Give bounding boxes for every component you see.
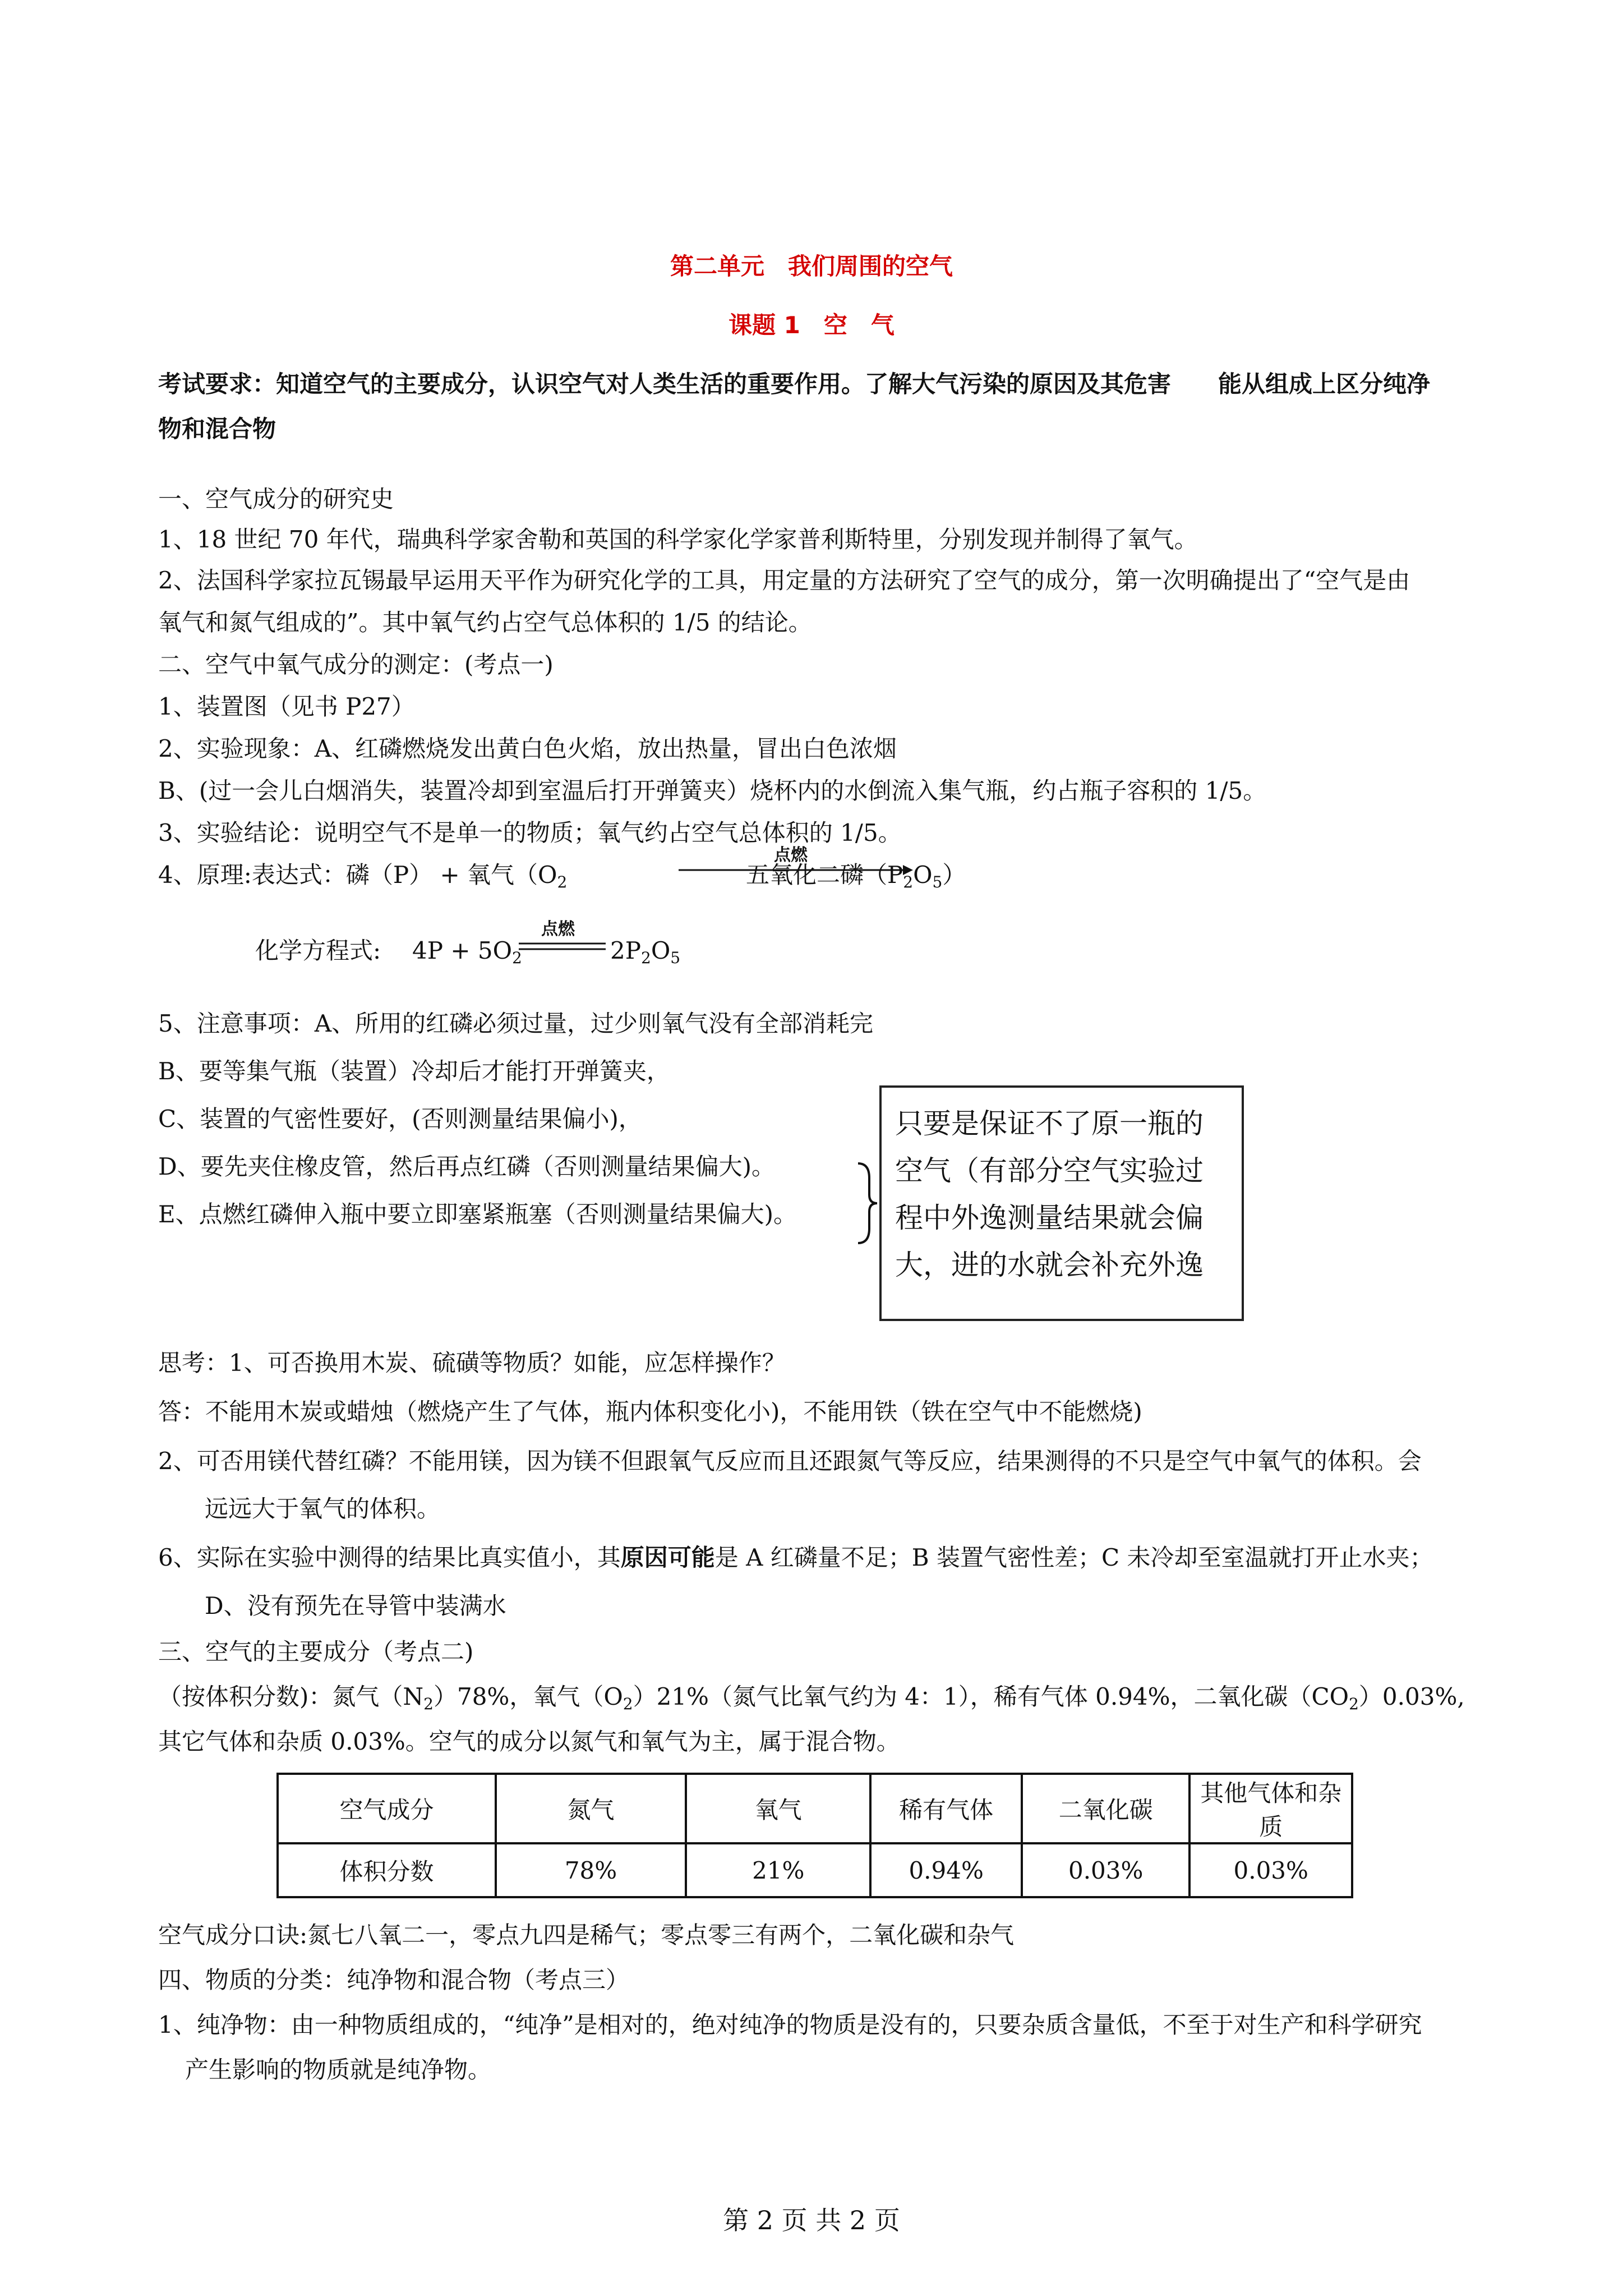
- section1-para1: 1、18 世纪 70 年代，瑞典科学家舍勒和英国的科学家化学家普利斯特里，分别发现并制得了氧气。: [158, 526, 1198, 553]
- section1-heading: 一、空气成分的研究史: [158, 485, 394, 513]
- table-cell: 0.03%: [1022, 1843, 1189, 1897]
- page-footer: 第 2 页 共 2 页: [723, 2205, 900, 2235]
- table-header-row: [278, 1774, 1352, 1843]
- pure-substance-line2: 产生影响的物质就是纯净物。: [185, 2056, 492, 2083]
- note-text-box: [879, 1085, 1244, 1321]
- principle-expression: 4、原理:表达式：磷（P） + 氧气（$O_2$: [158, 861, 568, 891]
- note-a: 5、注意事项：A、所用的红磷必须过量，过少则氧气没有全部消耗完: [158, 1010, 874, 1037]
- air-composition-table: [276, 1773, 1353, 1898]
- note-box-text: 只要是保证不了原一瓶的空气（有部分空气实验过程中外逸测量结果就会偏大，进的水就会补充外逸: [895, 1107, 1204, 1281]
- chemical-equation-label: 化学方程式:: [255, 937, 381, 964]
- table-cell: 氧气: [686, 1774, 870, 1843]
- phenomenon-b: B、(过一会儿白烟消失，装置冷却到室温后打开弹簧夹）烧杯内的水倒流入集气瓶，约占瓶子容积的 1/5。: [158, 777, 1267, 804]
- phenomenon-a: 2、实验现象：A、红磷燃烧发出黄白色火焰，放出热量，冒出白色浓烟: [158, 735, 897, 762]
- note-c: C、装置的气密性要好，(否则测量结果偏小)，: [158, 1105, 642, 1133]
- unit-title: 第二单元 我们周围的空气: [670, 252, 953, 280]
- conclusion-line: 3、实验结论：说明空气不是单一的物质；氧气约占空气总体积的 1/5。: [158, 819, 902, 846]
- table-cell: 78%: [496, 1843, 686, 1897]
- table-cell: 二氧化碳: [1022, 1774, 1189, 1843]
- think-question-6-line1: 6、实际在实验中测得的结果比真实值小，其原因可能是 A 红磷量不足；B 装置气密性差；C 未冷却至室温就打开止水夹；: [158, 1544, 1433, 1571]
- think-question-1: 思考：1、可否换用木炭、硫磺等物质？如能，应怎样操作？: [158, 1349, 786, 1377]
- note-e: E、点燃红磷伸入瓶中要立即塞紧瓶塞（否则测量结果偏大)。: [158, 1200, 797, 1228]
- section1-para2-line1: 2、法国科学家拉瓦锡最早运用天平作为研究化学的工具，用定量的方法研究了空气的成分，第一次明确提出了“空气是由: [158, 567, 1410, 594]
- composition-line2: 其它气体和杂质 0.03%。空气的成分以氮气和氧气为主，属于混合物。: [158, 1728, 900, 1755]
- think-answer-1: 答：不能用木炭或蜡烛（燃烧产生了气体，瓶内体积变化小)，不能用铁（铁在空气中不能燃烧): [158, 1398, 1142, 1425]
- table-cell: 稀有气体: [870, 1774, 1022, 1843]
- table-cell: 21%: [686, 1843, 870, 1897]
- principle-product: 五氧化二磷$(P_2O_5)$: [746, 861, 966, 891]
- think-question-6-line2: D、没有预先在导管中装满水: [205, 1592, 506, 1619]
- note-b: B、要等集气瓶（装置）冷却后才能打开弹簧夹，: [158, 1057, 670, 1085]
- section2-heading: 二、空气中氧气成分的测定：(考点一): [158, 651, 554, 678]
- think-question-2-line1: 2、可否用镁代替红磷？不能用镁，因为镁不但跟氧气反应而且还跟氮气等反应，结果测得的不只是空气中氧气的体积。会: [158, 1447, 1422, 1475]
- exam-requirement-line1: 考试要求：知道空气的主要成分，认识空气对人类生活的重要作用。了解大气污染的原因及其危害 能从组成上区分纯净: [158, 370, 1431, 398]
- chemical-equation-lhs: $4P + 5O_2$: [412, 937, 522, 967]
- table-cell: 体积分数: [278, 1843, 496, 1897]
- ignite-label-2: 点燃: [541, 919, 575, 939]
- table-row: [278, 1843, 1352, 1897]
- section3-heading: 三、空气的主要成分（考点二): [158, 1638, 474, 1665]
- note-d: D、要先夹住橡皮管，然后再点红磷（否则测量结果偏大)。: [158, 1153, 776, 1180]
- think-question-2-line2: 远远大于氧气的体积。: [205, 1495, 441, 1522]
- table-cell: 0.94%: [870, 1843, 1022, 1897]
- mnemonic-line: 空气成分口诀:氮七八氧二一，零点九四是稀气；零点零三有两个，二氧化碳和杂气: [158, 1921, 1015, 1949]
- section4-heading: 四、物质的分类：纯净物和混合物（考点三）: [158, 1966, 630, 1994]
- table-cell: 其他气体和杂质: [1189, 1774, 1352, 1843]
- composition-line1: （按体积分数)：氮气$(N_2)78\%$，氧气$(O_2)21\%$（氮气比氧气约为 4：1），稀有气体 0.94%，二氧化碳$(CO_2)0.03\%$,: [158, 1683, 1465, 1713]
- table-cell: 0.03%: [1189, 1843, 1352, 1897]
- equals-sign: [519, 940, 608, 954]
- lesson-title: 课题 1 空 气: [728, 311, 895, 339]
- ignite-label-1: 点燃: [774, 845, 808, 865]
- table-cell: 氮气: [496, 1774, 686, 1843]
- pure-substance-line1: 1、纯净物：由一种物质组成的，“纯净”是相对的，绝对纯净的物质是没有的，只要杂质含量低，不至于对生产和科学研究: [158, 2011, 1422, 2039]
- exam-requirement-line2: 物和混合物: [158, 415, 276, 443]
- curly-brace: [852, 1161, 880, 1245]
- chemical-equation-rhs: $2P_2O_5$: [610, 937, 681, 967]
- table-cell: 空气成分: [278, 1774, 496, 1843]
- device-line: 1、装置图（见书 P27）: [158, 693, 415, 720]
- section1-para2-line2: 氧气和氮气组成的”。其中氧气约占空气总体积的 1/5 的结论。: [158, 609, 812, 636]
